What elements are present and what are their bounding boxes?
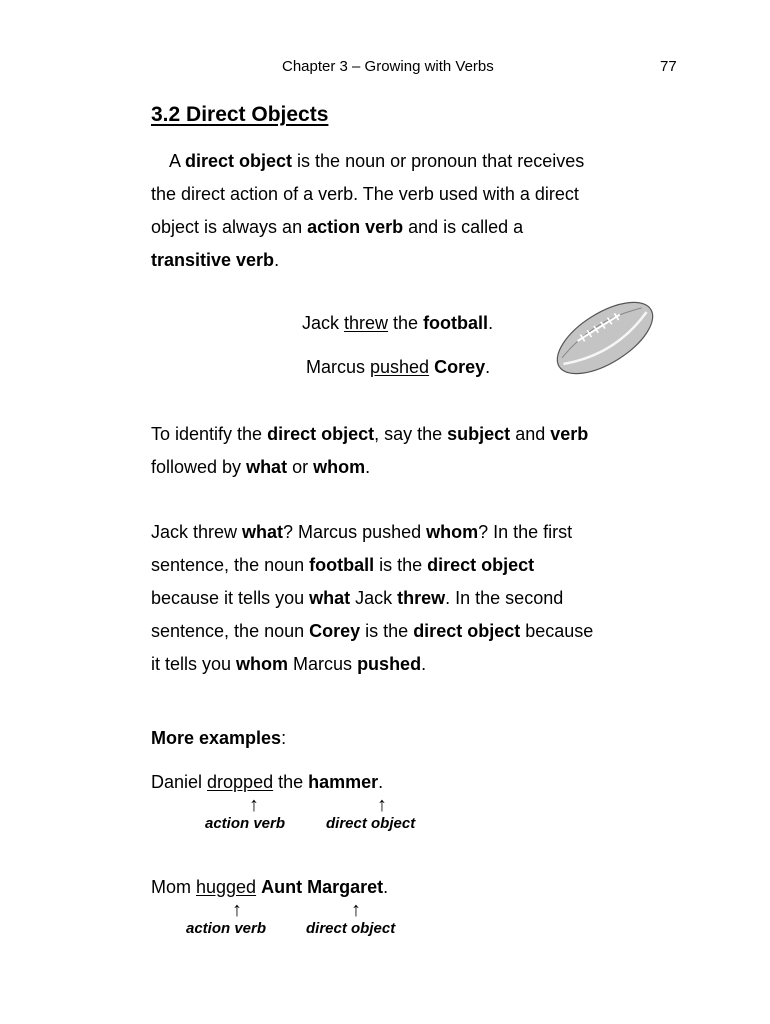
term: what bbox=[242, 522, 284, 542]
arrow-up-icon: ↑ bbox=[249, 794, 259, 816]
text: it tells you bbox=[151, 654, 237, 674]
example-sentence-2 bbox=[306, 357, 490, 378]
section-title: 3.2 Direct Objects bbox=[151, 103, 329, 126]
text: and bbox=[510, 424, 551, 444]
term-direct-object: direct object bbox=[185, 151, 293, 171]
term: direct object bbox=[413, 621, 521, 641]
text: . bbox=[485, 357, 491, 377]
text: . bbox=[274, 250, 280, 270]
term: whom bbox=[313, 457, 366, 477]
text: sentence, the noun bbox=[151, 621, 310, 641]
term: whom bbox=[426, 522, 479, 542]
term: direct object bbox=[427, 555, 535, 575]
intro-line-3 bbox=[151, 211, 711, 244]
explain-line-4 bbox=[151, 615, 711, 648]
text: object is always an bbox=[151, 217, 308, 237]
text: Jack bbox=[350, 588, 398, 608]
text: A bbox=[169, 151, 186, 171]
text: , say the bbox=[374, 424, 448, 444]
text: . In the second bbox=[445, 588, 564, 608]
text: and is called a bbox=[403, 217, 524, 237]
text: is the bbox=[360, 621, 414, 641]
term-action-verb: action verb bbox=[307, 217, 404, 237]
text: : bbox=[281, 728, 287, 748]
explain-paragraph bbox=[151, 516, 711, 681]
text: Marcus bbox=[288, 654, 358, 674]
example-sentence-1 bbox=[302, 313, 493, 334]
verb: threw bbox=[344, 313, 389, 333]
football-illustration bbox=[550, 298, 660, 378]
explain-line-1 bbox=[151, 516, 711, 549]
example-sentence-3 bbox=[151, 772, 383, 793]
verb: pushed bbox=[370, 357, 430, 377]
intro-line-4 bbox=[151, 244, 711, 277]
text: sentence, the noun bbox=[151, 555, 310, 575]
text: . bbox=[365, 457, 371, 477]
arrow-up-icon: ↑ bbox=[351, 899, 361, 921]
term: verb bbox=[550, 424, 589, 444]
page-number: 77 bbox=[660, 58, 677, 75]
intro-line-2: the direct action of a verb. The verb used with a direct bbox=[151, 184, 579, 204]
subject: Marcus bbox=[306, 357, 371, 377]
term-transitive-verb: transitive verb bbox=[151, 250, 275, 270]
identify-line-2 bbox=[151, 451, 711, 484]
term: what bbox=[246, 457, 288, 477]
text: To identify the bbox=[151, 424, 268, 444]
text: followed by bbox=[151, 457, 247, 477]
more-examples-heading bbox=[151, 728, 286, 749]
verb: dropped bbox=[207, 772, 274, 792]
subject: Jack bbox=[302, 313, 345, 333]
term: direct object bbox=[267, 424, 375, 444]
text: More examples bbox=[151, 728, 282, 748]
intro-line-1 bbox=[151, 145, 711, 178]
term: football bbox=[309, 555, 375, 575]
identify-line-1 bbox=[151, 418, 711, 451]
explain-line-2 bbox=[151, 549, 711, 582]
explain-line-5 bbox=[151, 648, 711, 681]
explain-line-3 bbox=[151, 582, 711, 615]
text: . bbox=[383, 877, 389, 897]
text: the bbox=[388, 313, 424, 333]
action-verb-label: action verb bbox=[186, 920, 267, 937]
term: pushed bbox=[357, 654, 422, 674]
action-verb-label: action verb bbox=[205, 815, 286, 832]
object: football bbox=[423, 313, 489, 333]
text: the bbox=[273, 772, 309, 792]
term: whom bbox=[236, 654, 289, 674]
text: . bbox=[421, 654, 427, 674]
text: is the noun or pronoun that receives bbox=[292, 151, 585, 171]
object: Aunt Margaret bbox=[261, 877, 384, 897]
term: threw bbox=[397, 588, 446, 608]
identify-paragraph bbox=[151, 418, 711, 484]
direct-object-label: direct object bbox=[306, 920, 396, 937]
example-sentence-4 bbox=[151, 877, 388, 898]
text: or bbox=[287, 457, 314, 477]
text: because bbox=[520, 621, 594, 641]
arrow-up-icon: ↑ bbox=[232, 899, 242, 921]
term: subject bbox=[447, 424, 511, 444]
text: because it tells you bbox=[151, 588, 310, 608]
subject: Daniel bbox=[151, 772, 208, 792]
verb: hugged bbox=[196, 877, 257, 897]
intro-paragraph bbox=[151, 145, 711, 277]
chapter-header: Chapter 3 – Growing with Verbs bbox=[282, 58, 494, 75]
text: ? Marcus pushed bbox=[283, 522, 427, 542]
text: is the bbox=[374, 555, 428, 575]
object: hammer bbox=[308, 772, 379, 792]
term: Corey bbox=[309, 621, 361, 641]
object: Corey bbox=[434, 357, 486, 377]
text: . bbox=[378, 772, 384, 792]
subject: Mom bbox=[151, 877, 196, 897]
text: ? In the first bbox=[478, 522, 573, 542]
term: what bbox=[309, 588, 351, 608]
text: . bbox=[488, 313, 494, 333]
arrow-up-icon: ↑ bbox=[377, 794, 387, 816]
direct-object-label: direct object bbox=[326, 815, 416, 832]
text: Jack threw bbox=[151, 522, 243, 542]
